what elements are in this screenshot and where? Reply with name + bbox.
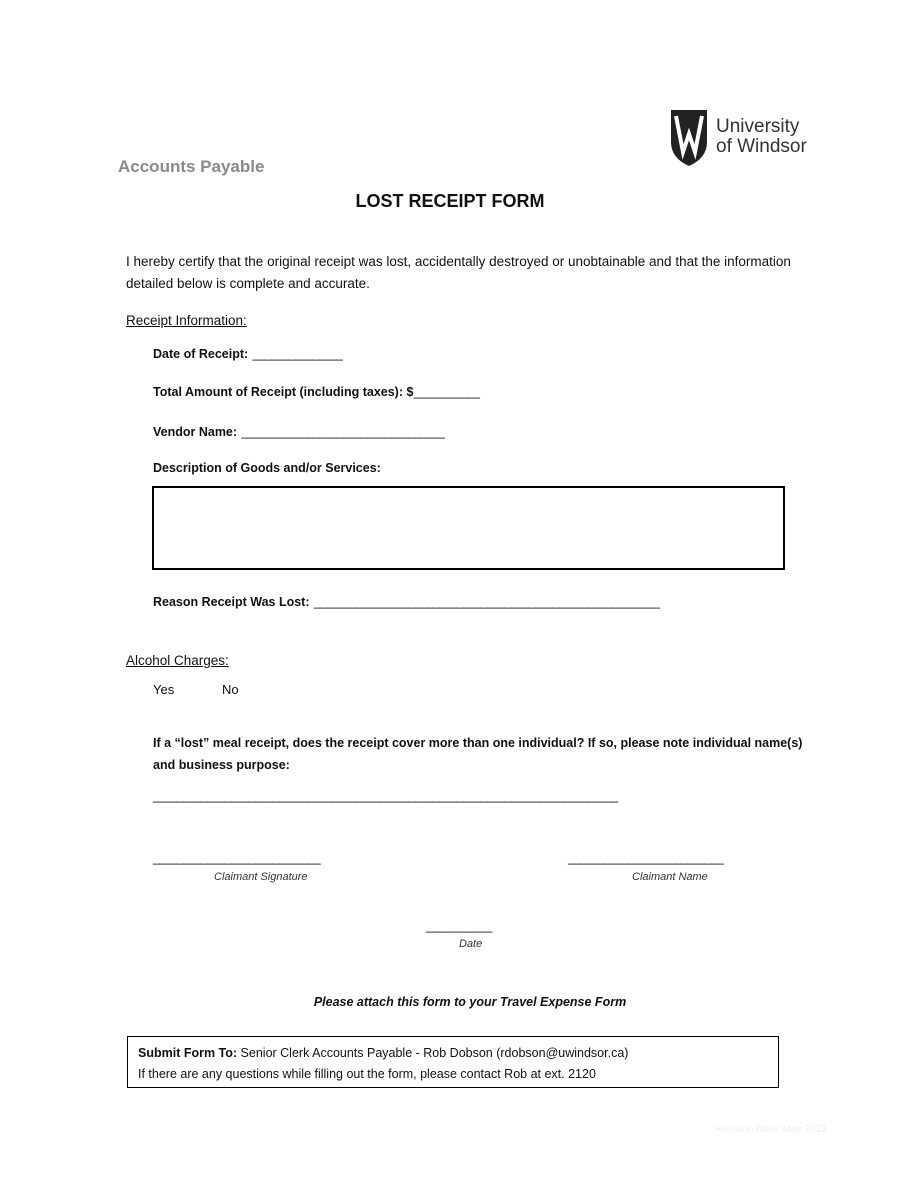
alcohol-no-option[interactable]: No [222, 682, 239, 697]
claimant-name-caption: Claimant Name [632, 871, 708, 883]
claimant-signature-caption: Claimant Signature [214, 871, 308, 883]
reason-blank[interactable]: __________________________________________________________ [313, 595, 660, 609]
vendor-name-field[interactable] [153, 423, 444, 441]
vendor-label: Vendor Name: [153, 425, 238, 439]
date-blank[interactable]: _______________ [252, 347, 342, 361]
vendor-blank[interactable]: __________________________________ [241, 425, 444, 439]
date-signed-blank[interactable]: ___________ [426, 919, 492, 933]
crest-icon [668, 106, 710, 168]
logo-line-2: of Windsor [716, 136, 807, 157]
claimant-signature-blank[interactable]: ____________________________ [153, 851, 320, 865]
meal-names-blank[interactable]: ______________________________________________________________________________ [153, 789, 618, 803]
department-name: Accounts Payable [118, 157, 265, 176]
form-title: LOST RECEIPT FORM [355, 191, 545, 211]
amount-label: Total Amount of Receipt (including taxes): $ [153, 385, 414, 399]
questions-contact: If there are any questions while filling out the form, please contact Rob at ext. 2120 [138, 1067, 596, 1081]
date-label: Date of Receipt: [153, 347, 249, 361]
date-of-receipt-field[interactable] [153, 345, 342, 363]
certification-text: I hereby certify that the original receipt was lost, accidentally destroyed or unobtainable and that the information detailed below is complete and accurate. [126, 254, 791, 291]
description-box[interactable] [152, 486, 785, 570]
total-amount-field[interactable] [153, 383, 479, 401]
alcohol-section-heading: Alcohol Charges: [126, 653, 229, 668]
submit-recipient: Senior Clerk Accounts Payable - Rob Dobson (rdobson@uwindsor.ca) [240, 1046, 629, 1060]
date-caption: Date [459, 938, 483, 950]
amount-blank[interactable]: ___________ [413, 385, 479, 399]
reason-field[interactable] [153, 593, 659, 611]
university-logo [668, 106, 807, 168]
submit-label: Submit Form To: [138, 1046, 238, 1060]
receipt-section-heading: Receipt Information: [126, 313, 247, 328]
alcohol-yes-option[interactable]: Yes [153, 682, 175, 697]
meal-question: If a “lost” meal receipt, does the receipt cover more than one individual? If so, please note individual name(s) and business purpose: [153, 736, 803, 772]
reason-label: Reason Receipt Was Lost: [153, 595, 310, 609]
logo-line-1: University [716, 116, 800, 137]
submit-info-box [127, 1036, 779, 1088]
revision-date: Revision Date: May 2013 [715, 1124, 827, 1135]
attach-note: Please attach this form to your Travel Expense Form [313, 995, 627, 1009]
description-label: Description of Goods and/or Services: [153, 461, 381, 475]
claimant-name-blank[interactable]: __________________________ [568, 851, 723, 865]
